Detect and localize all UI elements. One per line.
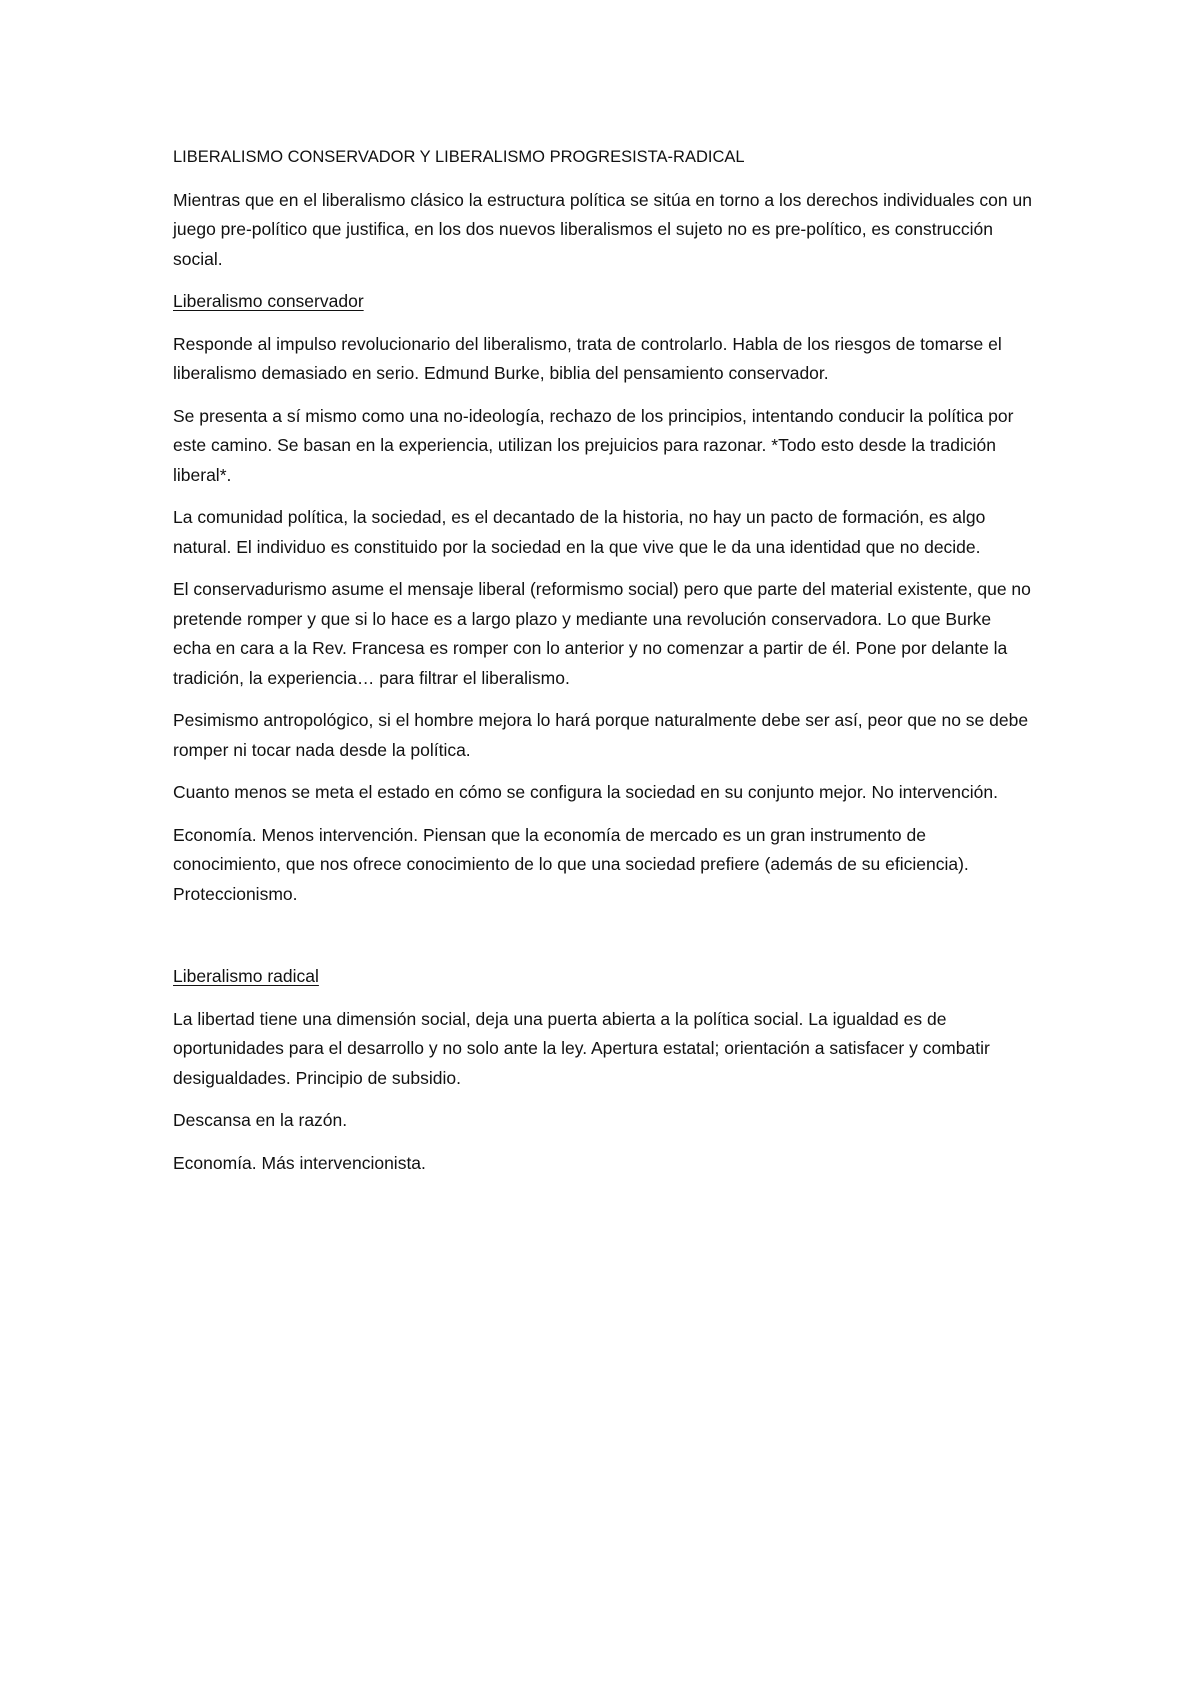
paragraph: Cuanto menos se meta el estado en cómo se configura la sociedad en su conjunto mejor. No intervención.: [173, 782, 998, 802]
paragraph: Se presenta a sí mismo como una no-ideología, rechazo de los principios, intentando conducir la política por este camino. Se basan en la experiencia, utilizan los prejuicios para razonar. *Todo esto desde la tradición liberal*.: [173, 405, 1014, 485]
document-body: [173, 143, 1033, 1191]
paragraph: El conservadurismo asume el mensaje liberal (reformismo social) pero que parte del material existente, que no pretende romper y que si lo hace es a largo plazo y mediante una revolución conservadora. Lo que Burke echa en cara a la Rev. Francesa es romper con lo anterior y no comenzar a partir de él. Pone por delante la tradición, la experiencia… para filtrar el liberalismo.: [173, 579, 1031, 688]
blank-line: [173, 922, 1033, 962]
paragraph: Responde al impulso revolucionario del liberalismo, trata de controlarlo. Habla de los riesgos de tomarse el liberalismo demasiado en serio. Edmund Burke, biblia del pensamiento conservador.: [173, 333, 1002, 383]
paragraph: Descansa en la razón.: [173, 1110, 348, 1130]
document-title: LIBERALISMO CONSERVADOR Y LIBERALISMO PROGRESISTA-RADICAL: [173, 148, 745, 166]
section-heading-conservador: Liberalismo conservador: [173, 291, 364, 311]
intro-paragraph: Mientras que en el liberalismo clásico la estructura política se sitúa en torno a los derechos individuales con un juego pre-político que justifica, en los dos nuevos liberalismos el sujeto no es pre-político, es construcción social.: [173, 189, 1032, 269]
paragraph: La libertad tiene una dimensión social, deja una puerta abierta a la política social. La igualdad es de oportunidades para el desarrollo y no solo ante la ley. Apertura estatal; orientación a satisfacer y combatir desigualdades. Principio de subsidio.: [173, 1008, 990, 1088]
paragraph: La comunidad política, la sociedad, es el decantado de la historia, no hay un pacto de formación, es algo natural. El individuo es constituido por la sociedad en la que vive que le da una identidad que no decide.: [173, 507, 986, 557]
paragraph: Economía. Más intervencionista.: [173, 1152, 426, 1173]
paragraph: Economía. Menos intervención. Piensan que la economía de mercado es un gran instrumento de conocimiento, que nos ofrece conocimiento de lo que una sociedad prefiere (además de su eficiencia). Proteccionismo.: [173, 824, 969, 904]
paragraph: Pesimismo antropológico, si el hombre mejora lo hará porque naturalmente debe ser así, peor que no se debe romper ni tocar nada desde la política.: [173, 710, 1029, 760]
section-heading-radical: Liberalismo radical: [173, 966, 319, 986]
